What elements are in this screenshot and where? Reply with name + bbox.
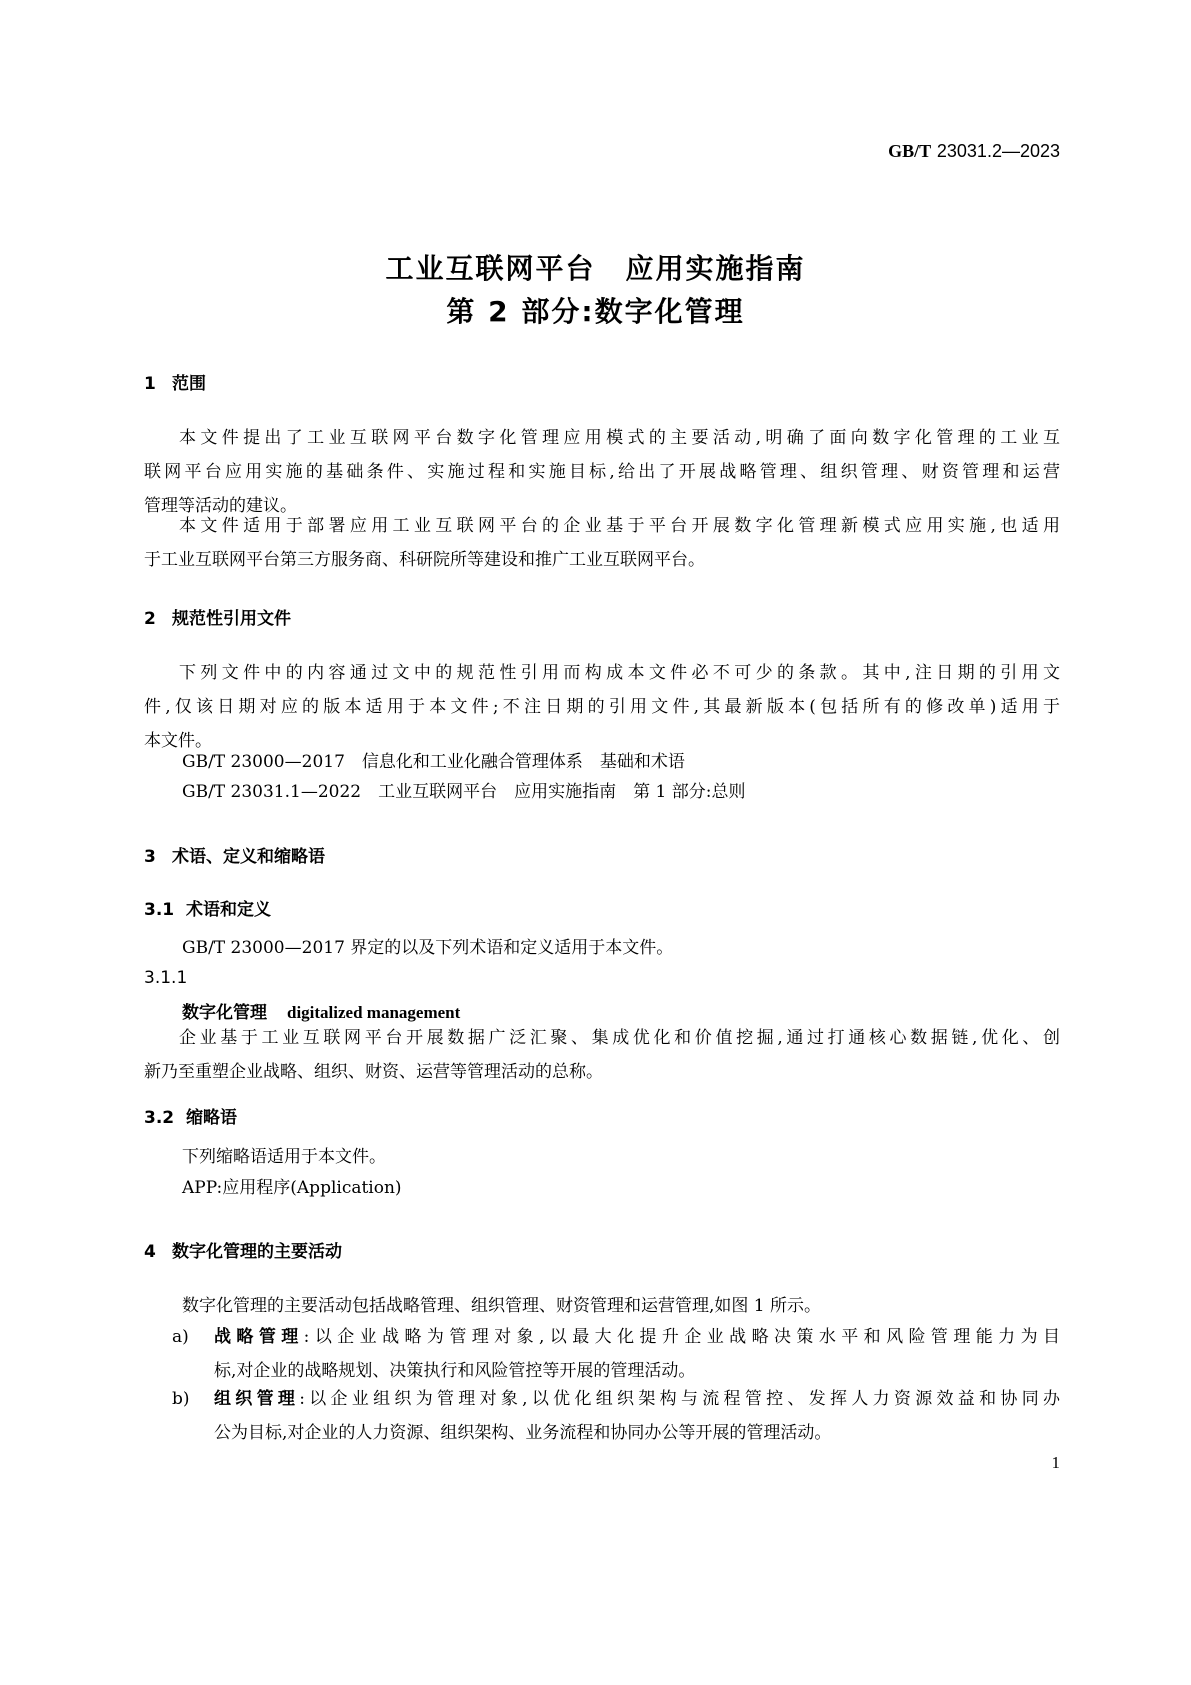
- section-2-heading: [144, 604, 291, 629]
- section-number: 3: [144, 847, 156, 867]
- subsection-3-1-heading: [144, 895, 271, 920]
- section-number: 4: [144, 1242, 156, 1262]
- standard-code: [620, 141, 1060, 162]
- text-line: 管理等活动的建议。: [144, 496, 297, 516]
- abbreviation-entry: APP:应用程序(Application): [182, 1178, 402, 1198]
- list-item-label: a): [172, 1327, 189, 1347]
- list-item-label: b): [172, 1389, 190, 1409]
- paragraph: [144, 656, 1060, 758]
- section-title: 范围: [172, 374, 206, 394]
- text-line: 企业基于工业互联网平台开展数据广泛汇聚、集成优化和价值挖掘,通过打通核心数据链,优化、创: [179, 1028, 1060, 1048]
- text-line: :以企业战略为管理对象,以最大化提升企业战略决策水平和风险管理能力为目: [303, 1327, 1060, 1347]
- section-4-heading: [144, 1237, 342, 1262]
- text-line: 联网平台应用实施的基础条件、实施过程和实施目标,给出了开展战略管理、组织管理、财资管理和运营: [144, 462, 1060, 482]
- text-line: 本文件提出了工业互联网平台数字化管理应用模式的主要活动,明确了面向数字化管理的工业互: [179, 428, 1060, 448]
- normative-reference: GB/T 23000—2017 信息化和工业化融合管理体系 基础和术语: [182, 752, 685, 772]
- list-item-term: 组织管理: [214, 1389, 300, 1409]
- text-line: 新乃至重塑企业战略、组织、财资、运营等管理活动的总称。: [144, 1062, 603, 1082]
- page-number: 1: [1051, 1453, 1060, 1472]
- standard-prefix: GB/T: [888, 141, 932, 161]
- term-name-en: digitalized management: [287, 1003, 461, 1022]
- term-name-zh: 数字化管理: [182, 1003, 267, 1023]
- section-3-heading: [144, 842, 325, 867]
- subsection-title: 缩略语: [186, 1108, 237, 1128]
- list-item-body: [214, 1382, 1060, 1450]
- term-name: [182, 998, 460, 1023]
- abbreviations-intro: 下列缩略语适用于本文件。: [182, 1147, 386, 1167]
- term-definition: [144, 1021, 1060, 1089]
- text-line: 公为目标,对企业的人力资源、组织架构、业务流程和协同办公等开展的管理活动。: [214, 1423, 832, 1443]
- section-number: 1: [144, 374, 156, 394]
- subsection-title: 术语和定义: [186, 900, 271, 920]
- section-number: 2: [144, 609, 156, 629]
- text-line: :以企业组织为管理对象,以优化组织架构与流程管控、发挥人力资源效益和协同办: [299, 1389, 1060, 1409]
- subsection-3-2-heading: [144, 1103, 237, 1128]
- subsection-number: 3.1: [144, 900, 175, 920]
- list-item-body: [214, 1320, 1060, 1388]
- standard-number: 23031.2—2023: [936, 141, 1060, 161]
- document-subtitle: 第 2 部分:数字化管理: [446, 295, 745, 328]
- paragraph: [144, 421, 1060, 523]
- text-line: 下列文件中的内容通过文中的规范性引用而构成本文件必不可少的条款。其中,注日期的引用文: [179, 663, 1060, 683]
- list-item: [144, 1320, 1060, 1388]
- terms-intro: GB/T 23000—2017 界定的以及下列术语和定义适用于本文件。: [182, 938, 674, 958]
- document-title: 工业互联网平台 应用实施指南: [385, 252, 806, 285]
- section-title: 规范性引用文件: [172, 609, 291, 629]
- text-line: 件,仅该日期对应的版本适用于本文件;不注日期的引用文件,其最新版本(包括所有的修改单)适用于: [144, 697, 1060, 717]
- section-title: 术语、定义和缩略语: [172, 847, 325, 867]
- text-line: 标,对企业的战略规划、决策执行和风险管控等开展的管理活动。: [214, 1361, 696, 1381]
- section-4-intro: 数字化管理的主要活动包括战略管理、组织管理、财资管理和运营管理,如图 1 所示。: [182, 1296, 822, 1316]
- section-title: 数字化管理的主要活动: [172, 1242, 342, 1262]
- section-1-heading: [144, 369, 206, 394]
- term-number: 3.1.1: [144, 968, 188, 988]
- text-line: 本文件适用于部署应用工业互联网平台的企业基于平台开展数字化管理新模式应用实施,也适用: [179, 516, 1060, 536]
- text-line: 本文件。: [144, 731, 212, 751]
- list-item: [144, 1382, 1060, 1450]
- paragraph: [144, 509, 1060, 577]
- subsection-number: 3.2: [144, 1108, 175, 1128]
- list-item-term: 战略管理: [214, 1327, 304, 1347]
- normative-reference: GB/T 23031.1—2022 工业互联网平台 应用实施指南 第 1 部分:总则: [182, 782, 746, 802]
- text-line: 于工业互联网平台第三方服务商、科研院所等建设和推广工业互联网平台。: [144, 550, 705, 570]
